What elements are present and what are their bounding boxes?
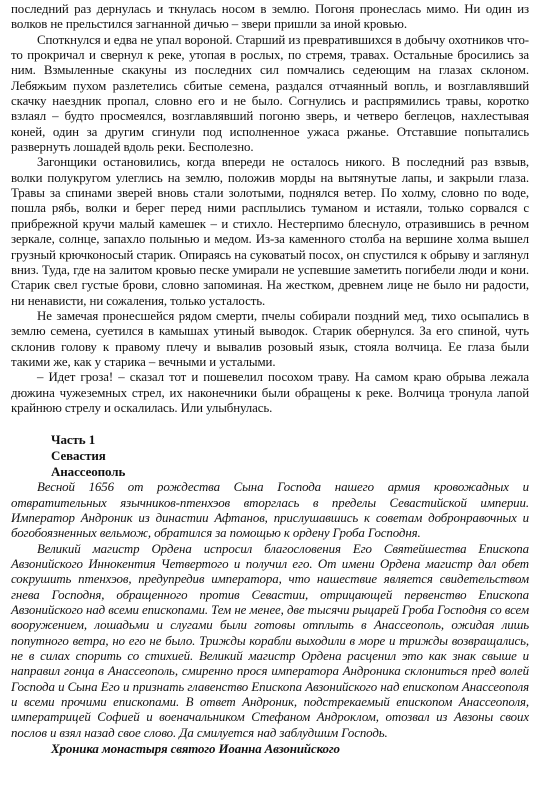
- chronicle-text: [11, 480, 529, 741]
- story-text: [11, 2, 529, 416]
- story-paragraph-2: Споткнулся и едва не упал вороной. Старший из превратившихся в добычу охотников что-то прокричал и свернул к реке, утопая в рослых, по стремя, травах. Остальные бросились за ним. Взмыленные скакуны из последних сил помчались седеющим на глазах склоном. Лебяжьим пухом разлетелись сбитые семена, раздался отчаянный вопль, и возглавлявший скачку наездник пропал, словно его и не было. Согнулись и распрямились травы, коротко взлаял – будто просмеялся, возглавлявший погоню зверь, и четверо беглецов, нахлестывая коней, один за другим сгинули под исполненное ужаса ржанье. Отставшие попытались развернуть лошадей вдоль реки. Бесполезно.: [11, 32, 529, 155]
- chronicle-source: Хроника монастыря святого Иоанна Авзонийского: [51, 742, 340, 757]
- chronicle-paragraph-1: Весной 1656 от рождества Сына Господа нашего армия кровожадных и отвратительных язычников-птенхэов вторглась в пределы Севастийской империи. Император Андроник из династии Афтанов, прислушавшись к советам добронравочных и богобоязненных вельмож, обратился за помощью к ордену Гроба Господня.: [11, 480, 529, 541]
- story-paragraph-4: Не замечая пронесшейся рядом смерти, пчелы собирали поздний мед, тихо осыпались в землю семена, суетился в камышах утиный выводок. Старик обернулся. За его спиной, чуть склонив голову к правому плечу и вывалив розовый язык, стояла волчица. Ее глаза были такими же, как у старика – вечными и усталыми.: [11, 308, 529, 369]
- story-paragraph-1: последний раз дернулась и ткнулась носом в землю. Погоня пронеслась мимо. Ни один из волков не прельстился загнанной дичью – звери пришли за иной кровью.: [11, 2, 529, 32]
- document-page: [11, 2, 529, 757]
- section-title: Севастия: [51, 448, 106, 464]
- chronicle-paragraph-2: Великий магистр Ордена испросил благословения Его Святейшества Епископа Авзонийского Иннокентия Четвертого и получил его. От имени Ордена магистр дал обет сокрушить птенхэов, предупредив императора, что нашествие является свидетельством гнева Господня, обращенного против Севастии, отрицающей первенство Епископа Авзонийского над всеми епископами. Тем не менее, две тысячи рыцарей Гроба Господня со всем вооружением, лошадьми и слугами были готовы отплыть в Анассеополь, ожидая лишь попутного ветра, но его не было. Трижды корабли выходили в море и трижды возвращались, не в силах спорить со стихией. Великий магистр Ордена расценил это как знак свыше и направил гонца в Анассеополь, смиренно прося императора Андроника склониться пред волей Господа и Сына Его и признать главенство Епископа Авзонийского над епископом Анассеополя и всеми прочими епископами. В ответ Андроник, подстрекаемый епископом Анассеополя, императрицей Софией и военачальником Стефаном Андроклом, отозвал из Авзоны своих послов и взял назад свое слово. Да смилуется над заблудшим Господь.: [11, 541, 529, 740]
- place-heading: Анассеополь: [51, 464, 126, 480]
- story-paragraph-5: – Идет гроза! – сказал тот и пошевелил посохом траву. На самом краю обрыва лежала дюжина чужеземных стрел, их наконечники были обращены к реке. Волчица тронула лапой крайнюю стрелу и оскалилась. Или улыбнулась.: [11, 370, 529, 415]
- story-paragraph-3: Загонщики остановились, когда впереди не осталось никого. В последний раз взвыв, волки полукругом улеглись на землю, положив морды на вытянутые лапы, и закрыли глаза. Травы за спинами зверей вновь стали золотыми, поднялся ветер. По холму, словно по воде, пошла рябь, волки и берег перед ними расплылись туманом и истаяли, только сорвался с прибрежной кручи малый камешек – и стихло. Нестерпимо блеснуло, отразившись в речном зеркале, солнце, запахло полынью и медом. Из-за каменного столба на вершине холма вышел грузный крючконосый старик. Опираясь на суковатый посох, он спустился к обрыву и заглянул вниз. Туда, где на залитом кровью песке умирали не успевшие заметить погибели люди и кони. Старик свел густые брови, словно запоминая. На жестком, древнем лице не было ни радости, ни ненависти, ни сожаления, только усталость.: [11, 155, 529, 308]
- chapter-headings: [11, 432, 529, 480]
- part-heading: Часть 1: [51, 432, 96, 448]
